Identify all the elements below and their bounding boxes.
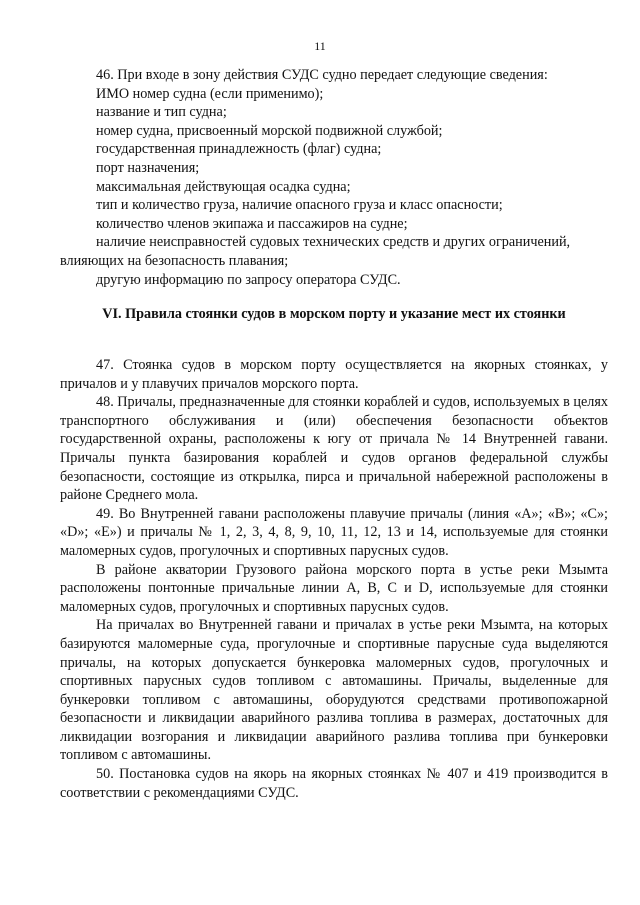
list-item: тип и количество груза, наличие опасного груза и класс опасности;	[96, 197, 503, 214]
paragraph-50: 50. Постановка судов на якорь на якорных стоянках № 407 и 419 производится в соответствии с рекомендациями СУДС.	[60, 766, 608, 801]
list-item: наличие неисправностей судовых технических средств и других ограничений,	[96, 234, 571, 251]
paragraph-mzymta-pontoons: В районе акватории Грузового района морского порта в устье реки Мзымта расположены понтонные причальные линии А, В, С и D, используемые для стоянки маломерных судов, прогулочных и спортивных парусных судов.	[60, 561, 608, 615]
list-item: другую информацию по запросу оператора СУДС.	[96, 271, 401, 288]
list-item: максимальная действующая осадка судна;	[96, 178, 351, 195]
section-body	[60, 356, 608, 802]
paragraph-bunkering: На причалах во Внутренней гавани и причалах в устье реки Мзымта, на которых базируются маломерные суда, прогулочные и спортивные парусные суда выделяются причалы, на которых допускается бункеровка маломерных судов, прогулочных и спортивных парусных судов топливом с автомашины. Причалы, выделенные для бункеровки топливом с автомашины, оборудуются средствами противопожарной безопасности и ликвидации аварийного разлива топлива в размерах, достаточных для ликвидации возгорания и ликвидации аварийного разлива топлива при бункеровки топливом с автомашины.	[60, 617, 608, 764]
list-item: название и тип судна;	[96, 104, 227, 121]
list-item: количество членов экипажа и пассажиров на судне;	[96, 215, 408, 232]
paragraph-48: 48. Причалы, предназначенные для стоянки кораблей и судов, используемых в целях транспортного обслуживания и (или) обеспечения безопасности объектов государственной охраны, расположены к югу от причала № 14 Внутренней гавани. Причалы пункта базирования кораблей и судов органов федеральной службы безопасности, состоящие из открылка, пирса и причальной набережной расположены в районе Среднего мола.	[60, 394, 608, 504]
section-heading: VI. Правила стоянки судов в морском порту и указание мест их стоянки	[102, 306, 566, 322]
list-item: ИМО номер судна (если применимо);	[96, 85, 324, 102]
section-46-list	[60, 66, 608, 289]
list-item: порт назначения;	[96, 159, 200, 176]
paragraph-47: 47. Стоянка судов в морском порту осуществляется на якорных стоянках, у причалов и у плавучих причалов морского порта.	[60, 357, 608, 392]
list-item: 46. При входе в зону действия СУДС судно передает следующие сведения:	[96, 67, 548, 83]
list-item-continuation: влияющих на безопасность плавания;	[60, 252, 289, 269]
paragraph-49: 49. Во Внутренней гавани расположены плавучие причалы (линия «А»; «В»; «С»; «D»; «Е») и причалы № 1, 2, 3, 4, 8, 9, 10, 11, 12, 13 и 14, используемые для стоянки маломерных судов, прогулочных и спортивных парусных судов.	[60, 505, 608, 559]
list-item: номер судна, присвоенный морской подвижной службой;	[96, 122, 443, 139]
page-number: 11	[314, 39, 326, 53]
list-item: государственная принадлежность (флаг) судна;	[96, 141, 382, 158]
